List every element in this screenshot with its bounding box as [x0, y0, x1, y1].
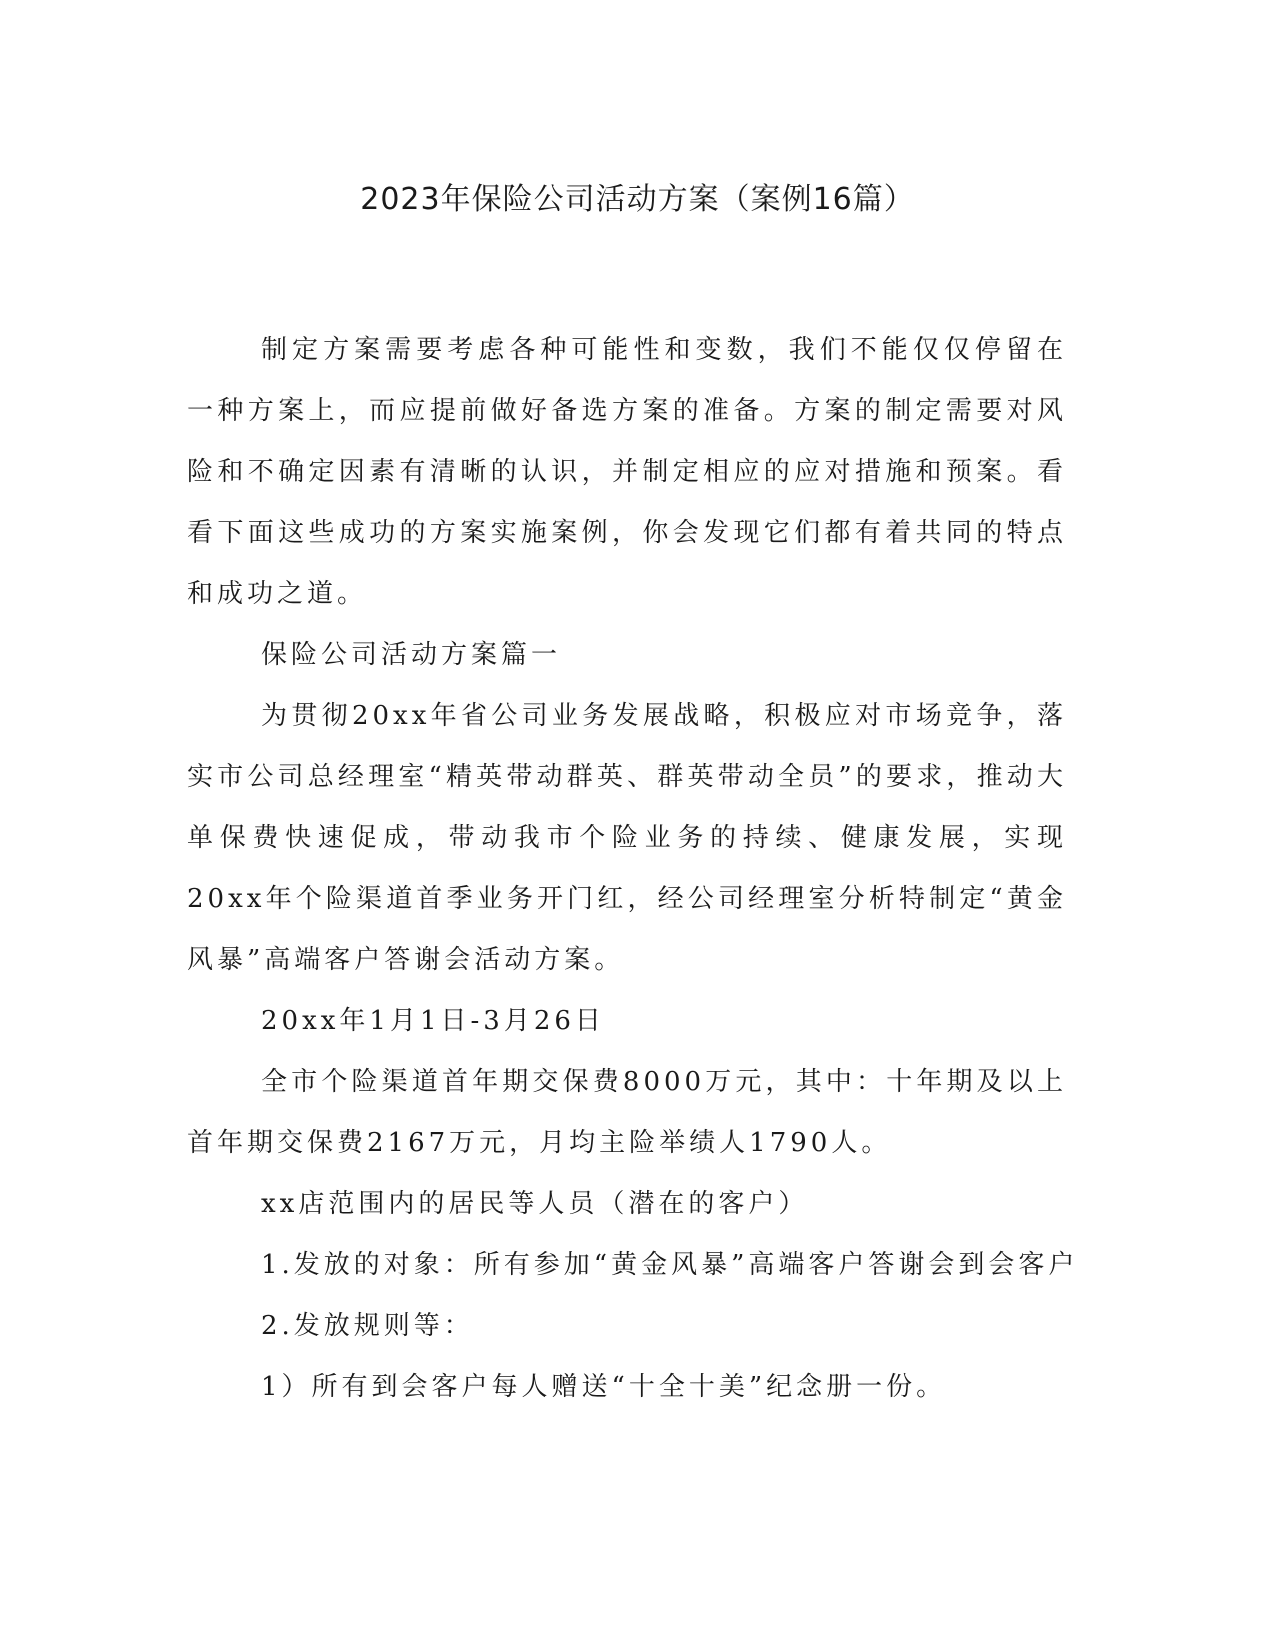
activity-period: 20xx年1月1日-3月26日: [261, 1006, 605, 1036]
intro-paragraph: 制定方案需要考虑各种可能性和变数，我们不能仅仅停留在一种方案上，而应提前做好备选方案的准备。方案的制定需要对风险和不确定因素有清晰的认识，并制定相应的应对措施和预案。看看下面这些成功的方案实施案例，你会发现它们都有着共同的特点和成功之道。: [187, 335, 1067, 609]
document-body: [187, 320, 1079, 1418]
list-item: 2.发放规则等：: [261, 1311, 474, 1341]
body-paragraph: 为贯彻20xx年省公司业务发展战略，积极应对市场竞争，落实市公司总经理室“精英带动群英、群英带动全员”的要求，推动大单保费快速促成，带动我市个险业务的持续、健康发展，实现20xx年个险渠道首季业务开门红，经公司经理室分析特制定“黄金风暴”高端客户答谢会活动方案。: [187, 701, 1067, 975]
document-title: 2023年保险公司活动方案（案例16篇）: [360, 182, 915, 217]
list-item: 1）所有到会客户每人赠送“十全十美”纪念册一份。: [261, 1372, 947, 1402]
section-heading: 保险公司活动方案篇一: [261, 640, 562, 670]
audience-line: xx店范围内的居民等人员（潜在的客户）: [261, 1189, 809, 1219]
target-paragraph: 全市个险渠道首年期交保费8000万元，其中：十年期及以上首年期交保费2167万元，月均主险举绩人1790人。: [187, 1067, 1067, 1158]
list-item: 1.发放的对象：所有参加“黄金风暴”高端客户答谢会到会客户: [261, 1250, 1079, 1280]
